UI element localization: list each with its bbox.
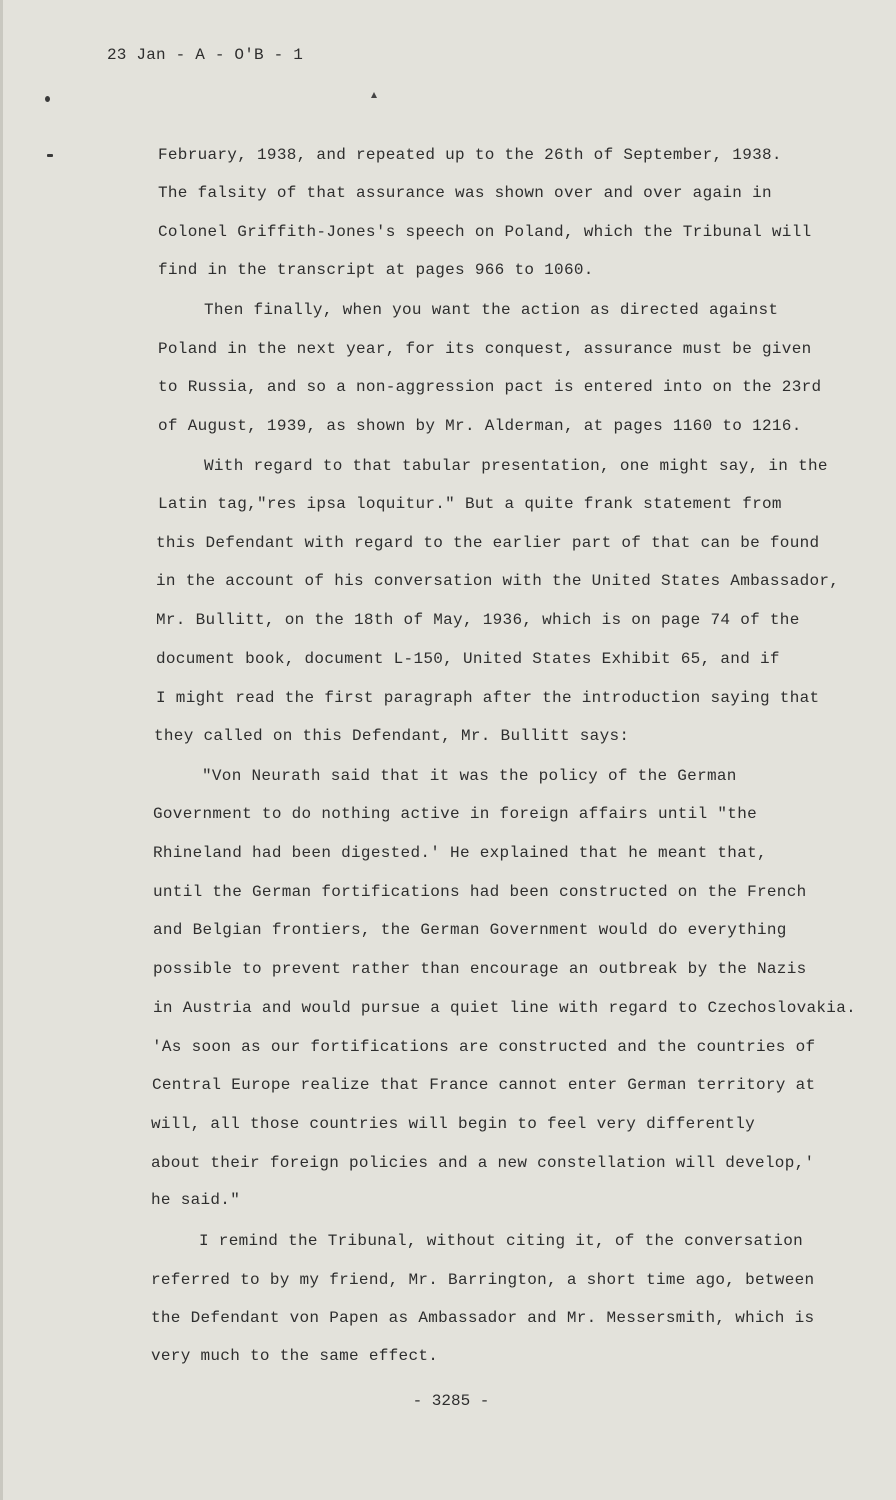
text-line: very much to the same effect.: [151, 1347, 439, 1365]
text-line: I might read the first paragraph after the introduction saying that: [156, 689, 820, 707]
text-line: possible to prevent rather than encourage an outbreak by the Nazis: [153, 960, 807, 978]
text-line: referred to by my friend, Mr. Barrington, a short time ago, between: [151, 1271, 815, 1289]
text-line: "Von Neurath said that it was the policy of the German: [202, 767, 737, 785]
text-line: With regard to that tabular presentation, one might say, in the: [204, 457, 828, 475]
text-line: Rhineland had been digested.' He explained that he meant that,: [153, 844, 767, 862]
text-line: in Austria and would pursue a quiet line with regard to Czechoslovakia.: [153, 999, 857, 1017]
margin-mark: [47, 154, 53, 157]
page-number: - 3285 -: [412, 1392, 490, 1410]
text-line: in the account of his conversation with the United States Ambassador,: [156, 572, 840, 590]
text-line: Government to do nothing active in foreign affairs until "the: [153, 805, 757, 823]
text-line: document book, document L-150, United States Exhibit 65, and if: [156, 650, 780, 668]
text-line: about their foreign policies and a new constellation will develop,': [151, 1154, 815, 1172]
text-line: Poland in the next year, for its conquest, assurance must be given: [158, 340, 812, 358]
text-line: Mr. Bullitt, on the 18th of May, 1936, which is on page 74 of the: [156, 611, 800, 629]
text-line: and Belgian frontiers, the German Government would do everything: [153, 921, 787, 939]
text-line: Then finally, when you want the action as directed against: [204, 301, 779, 319]
page-header: 23 Jan - A - O'B - 1: [107, 46, 304, 64]
text-line: 'As soon as our fortifications are constructed and the countries of: [152, 1038, 816, 1056]
margin-mark: [45, 96, 50, 102]
text-line: he said.": [151, 1191, 241, 1209]
text-line: will, all those countries will begin to feel very differently: [151, 1115, 755, 1133]
text-line: Latin tag,"res ipsa loquitur." But a quite frank statement from: [158, 495, 782, 513]
text-line: until the German fortifications had been constructed on the French: [153, 883, 807, 901]
text-line: of August, 1939, as shown by Mr. Alderman, at pages 1160 to 1216.: [158, 417, 802, 435]
text-line: Colonel Griffith-Jones's speech on Poland, which the Tribunal will: [158, 223, 812, 241]
text-line: this Defendant with regard to the earlier part of that can be found: [156, 534, 820, 552]
text-line: I remind the Tribunal, without citing it, of the conversation: [199, 1232, 803, 1250]
text-line: find in the transcript at pages 966 to 1060.: [158, 261, 594, 279]
text-line: they called on this Defendant, Mr. Bullitt says:: [154, 727, 630, 745]
text-line: Central Europe realize that France cannot enter German territory at: [152, 1076, 816, 1094]
text-line: the Defendant von Papen as Ambassador and Mr. Messersmith, which is: [151, 1309, 815, 1327]
margin-tick: [371, 92, 377, 98]
text-line: The falsity of that assurance was shown over and over again in: [158, 184, 772, 202]
text-line: to Russia, and so a non-aggression pact is entered into on the 23rd: [158, 378, 822, 396]
text-line: February, 1938, and repeated up to the 26th of September, 1938.: [158, 146, 782, 164]
